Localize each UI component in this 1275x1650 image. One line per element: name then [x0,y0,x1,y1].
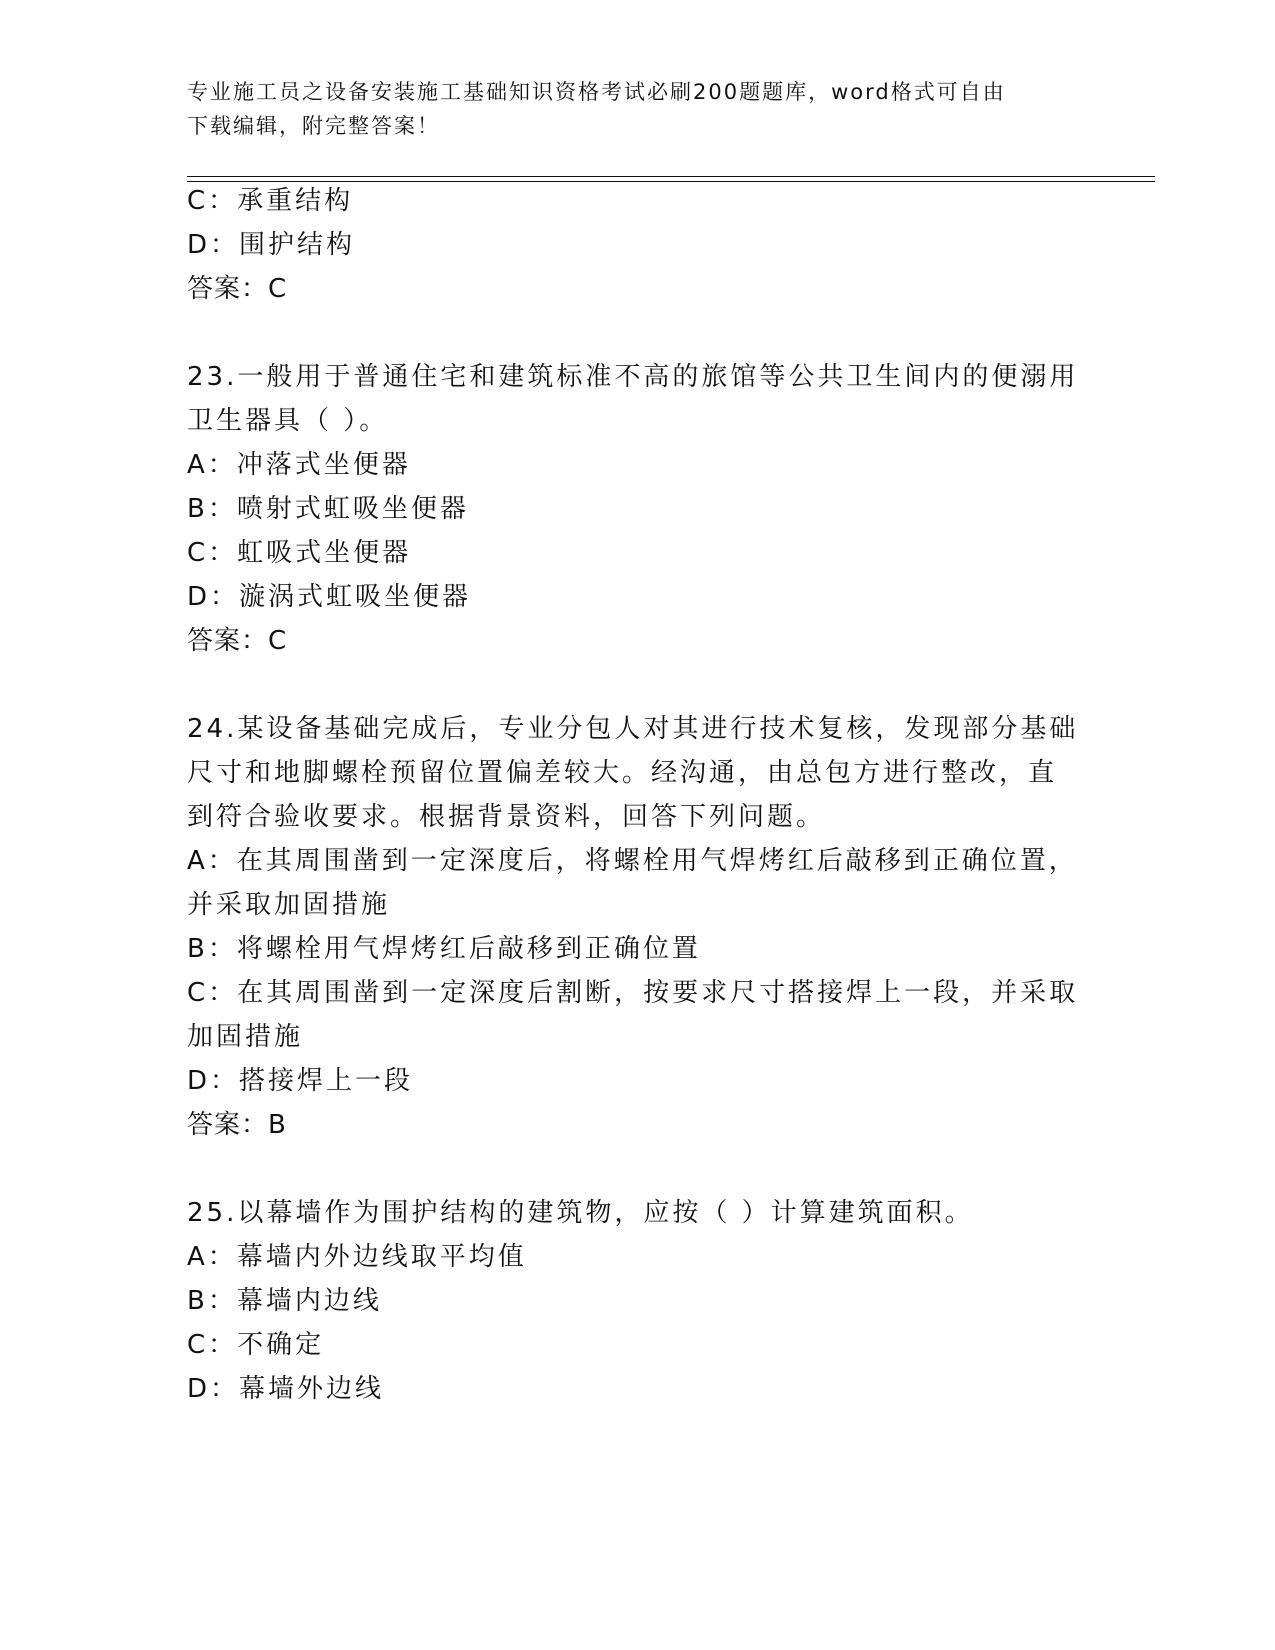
document-header [187,75,1067,143]
q23-stem-line-1: 23.一般用于普通住宅和建筑标准不高的旅馆等公共卫生间内的便溺用 [187,362,1079,392]
header-title-line-1: 专业施工员之设备安装施工基础知识资格考试必刷200题题库，word格式可自由 [187,80,1006,104]
header-title-line-2: 下载编辑，附完整答案！ [187,114,440,138]
q24-option-b: B：将螺栓用气焊烤红后敲移到正确位置 [187,934,701,964]
q24-option-a-line-1: A：在其周围凿到一定深度后，将螺栓用气焊烤红后敲移到正确位置， [187,846,1078,876]
q24-option-c-line-1: C：在其周围凿到一定深度后割断，按要求尺寸搭接焊上一段，并采取 [187,978,1079,1008]
q24-stem-line-2: 尺寸和地脚螺栓预留位置偏差较大。经沟通，由总包方进行整改，直 [187,758,1058,788]
q24-option-c-line-2: 加固措施 [187,1022,304,1052]
q22-answer: 答案：C [187,274,288,304]
q25-option-d: D：幕墙外边线 [187,1374,385,1404]
q24-answer: 答案：B [187,1110,287,1140]
header-rule-top [187,176,1155,177]
q24-stem-line-1: 24.某设备基础完成后，专业分包人对其进行技术复核，发现部分基础 [187,714,1079,744]
q23-option-c: C：虹吸式坐便器 [187,538,412,568]
q25-option-a: A：幕墙内外边线取平均值 [187,1242,527,1272]
q24-option-d: D：搭接焊上一段 [187,1066,414,1096]
q23-option-b: B：喷射式虹吸坐便器 [187,494,469,524]
q23-answer: 答案：C [187,626,288,656]
q22-option-d: D：围护结构 [187,230,356,260]
q24-stem-line-3: 到符合验收要求。根据背景资料，回答下列问题。 [187,802,826,832]
q25-option-b: B：幕墙内边线 [187,1286,382,1316]
q23-option-a: A：冲落式坐便器 [187,450,411,480]
q23-option-d: D：漩涡式虹吸坐便器 [187,582,472,612]
q23-stem-line-2: 卫生器具（ ）。 [187,406,389,436]
q22-option-c: C：承重结构 [187,186,354,216]
q25-option-c: C：不确定 [187,1330,325,1360]
header-rule-bottom [187,181,1155,182]
q25-stem: 25.以幕墙作为围护结构的建筑物，应按（ ）计算建筑面积。 [187,1198,974,1228]
q24-option-a-line-2: 并采取加固措施 [187,890,391,920]
